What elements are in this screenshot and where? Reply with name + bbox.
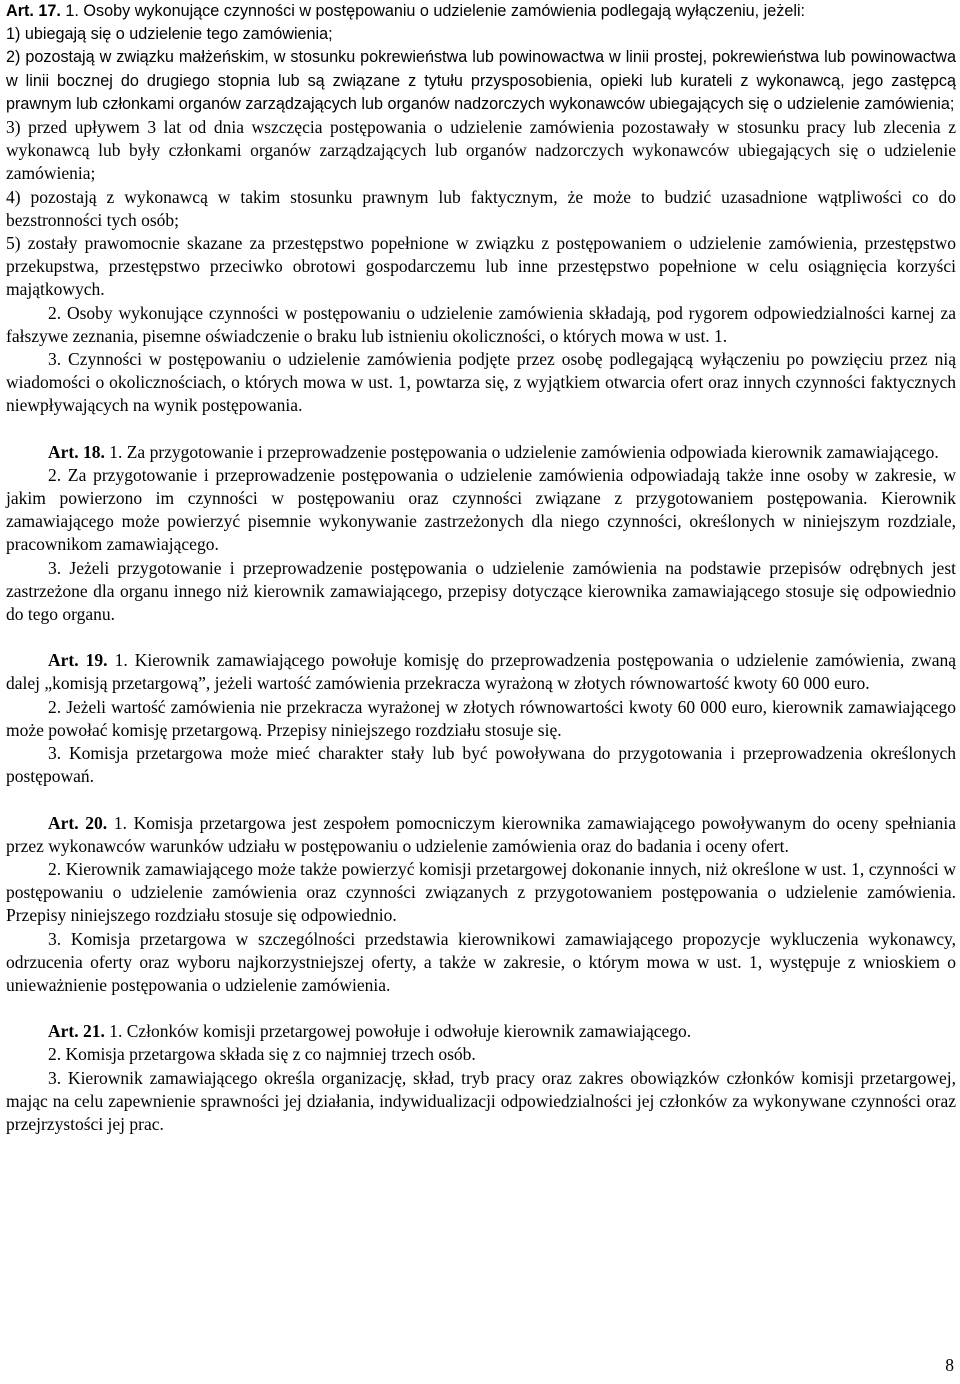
art18-heading: Art. 18. <box>48 441 105 462</box>
page-number: 8 <box>945 1355 954 1375</box>
art19-heading: Art. 19. <box>48 650 108 671</box>
art19-paragraph-1 <box>6 649 956 695</box>
art18-paragraph-3: 3. Jeżeli przygotowanie i przeprowadzenie postępowania o udzielenie zamówienia na podstawie przepisów odrębnych jest zastrzeżone dla organu innego niż kierownik zamawiającego, przepisy dotyczące kierownika zamawiającego stosuje się odpowiednio do tego organu. <box>6 557 956 625</box>
art17-item-2: 2) pozostają w związku małżeńskim, w stosunku pokrewieństwa lub powinowactwa w linii prostej, pokrewieństwa lub powinowactwa w linii bocznej do drugiego stopnia lub są związane z tytułu przysposobienia, opieki lub kurateli z wykonawcą, jego zastępcą prawnym lub członkami organów zarządzających lub organów nadzorczych wykonawców ubiegających się o udzielenie zamówienia; <box>6 48 956 113</box>
art20-heading: Art. 20. <box>48 812 108 833</box>
art17-paragraph-2: 2. Osoby wykonujące czynności w postępowaniu o udzielenie zamówienia składają, pod rygorem odpowiedzialności karnej za fałszywe zeznania, pisemne oświadczenie o braku lub istnieniu okoliczności, o których mowa w ust. 1. <box>6 302 956 346</box>
art17-paragraph-1 <box>6 0 956 23</box>
document-page <box>6 0 956 1136</box>
art20-p1-text: 1. Komisja przetargowa jest zespołem pomocniczym kierownika zamawiającego powoływanym do oceny spełniania przez wykonawców warunków udziału w postępowaniu o udzielenie zamówienia oraz do badania i oceny ofert. <box>6 812 957 856</box>
art17-p1-text: Osoby wykonujące czynności w postępowaniu o udzielenie zamówienia podlegają wyłączeniu, jeżeli: <box>83 2 806 20</box>
art21-paragraph-2: 2. Komisja przetargowa składa się z co najmniej trzech osób. <box>48 1044 476 1065</box>
art18-paragraph-2: 2. Za przygotowanie i przeprowadzenie postępowania o udzielenie zamówienia odpowiadają także inne osoby w zakresie, w jakim powierzono im czynności w postępowaniu oraz czynności związane z przygotowaniem postępowania. Kierownik zamawiającego może powierzyć pisemnie wykonywanie zastrzeżonych dla niego czynności, określonych w niniejszym rozdziale, pracownikom zamawiającego. <box>6 464 956 555</box>
art21-heading: Art. 21. <box>48 1021 105 1042</box>
spacer <box>6 997 956 1020</box>
art17-item-3: 3) przed upływem 3 lat od dnia wszczęcia postępowania o udzielenie zamówienia pozostawały w stosunku pracy lub zlecenia z wykonawcą lub były członkami organów zarządzających lub organów nadzorczych wykonawców ubiegających się o udzielenie zamówienia; <box>6 117 956 184</box>
art20-paragraph-3: 3. Komisja przetargowa w szczególności przedstawia kierownikowi zamawiającego propozycje wykluczenia wykonawcy, odrzucenia oferty oraz wyboru najkorzystniejszej oferty, a także w zakresie, o którym mowa w ust. 1, występuje z wnioskiem o unieważnienie postępowania o udzielenie zamówienia. <box>6 928 956 995</box>
art17-item-4: 4) pozostają z wykonawcą w takim stosunku prawnym lub faktycznym, że może to budzić uzasadnione wątpliwości co do bezstronności tych osób; <box>6 186 956 230</box>
art19-paragraph-2: 2. Jeżeli wartość zamówienia nie przekracza wyrażonej w złotych równowartości kwoty 60 000 euro, kierownik zamawiającego może powołać komisję przetargową. Przepisy niniejszego rozdziału stosuje się. <box>6 696 956 740</box>
spacer <box>6 626 956 649</box>
spacer <box>6 418 956 441</box>
art19-p1-text: 1. Kierownik zamawiającego powołuje komisję do przeprowadzenia postępowania o udzielenie zamówienia, zwaną dalej „komisją przetargową”, jeżeli wartość zamówienia przekracza wyrażoną w złotych równowartość kwoty 60 000 euro. <box>6 650 957 694</box>
art21-paragraph-1 <box>6 1020 956 1043</box>
art20-paragraph-2: 2. Kierownik zamawiającego może także powierzyć komisji przetargowej dokonanie innych, niż określone w ust. 1, czynności w postępowaniu o udzielenie zamówienia oraz czynności związanych z przygotowaniem postępowania o udzielenie zamówienia. Przepisy niniejszego rozdziału stosuje się odpowiednio. <box>6 858 956 926</box>
art17-item-5: 5) zostały prawomocnie skazane za przestępstwo popełnione w związku z postępowaniem o udzielenie zamówienia, przestępstwo przekupstwa, przestępstwo przeciwko obrotowi gospodarczemu lub inne przestępstwo popełnione w celu osiągnięcia korzyści majątkowych. <box>6 233 956 300</box>
art17-p1-number: 1. <box>65 2 79 20</box>
art20-paragraph-1 <box>6 812 956 858</box>
art19-paragraph-3: 3. Komisja przetargowa może mieć charakter stały lub być powoływana do przygotowania i przeprowadzenia określonych postępowań. <box>6 743 956 787</box>
art18-paragraph-1 <box>6 441 956 464</box>
art17-heading: Art. 17. <box>6 2 61 20</box>
art21-p1-text: 1. Członków komisji przetargowej powołuje i odwołuje kierownik zamawiającego. <box>109 1021 692 1042</box>
art21-paragraph-3: 3. Kierownik zamawiającego określa organizację, skład, tryb pracy oraz zakres obowiązków członków komisji przetargowej, mając na celu zapewnienie sprawności jej działania, indywidualizacji odpowiedzialności jej członków za wykonywane czynności oraz przejrzystości jej prac. <box>6 1067 956 1134</box>
art18-p1-text: 1. Za przygotowanie i przeprowadzenie postępowania o udzielenie zamówienia odpowiada kierownik zamawiającego. <box>109 441 939 462</box>
spacer <box>6 789 956 812</box>
art17-item-1: 1) ubiegają się o udzielenie tego zamówienia; <box>6 25 333 44</box>
art17-paragraph-3: 3. Czynności w postępowaniu o udzielenie zamówienia podjęte przez osobę podlegającą wyłączeniu po powzięciu przez nią wiadomości o okolicznościach, o których mowa w ust. 1, powtarza się, z wyjątkiem otwarcia ofert oraz innych czynności faktycznych niewpływających na wynik postępowania. <box>6 349 956 416</box>
